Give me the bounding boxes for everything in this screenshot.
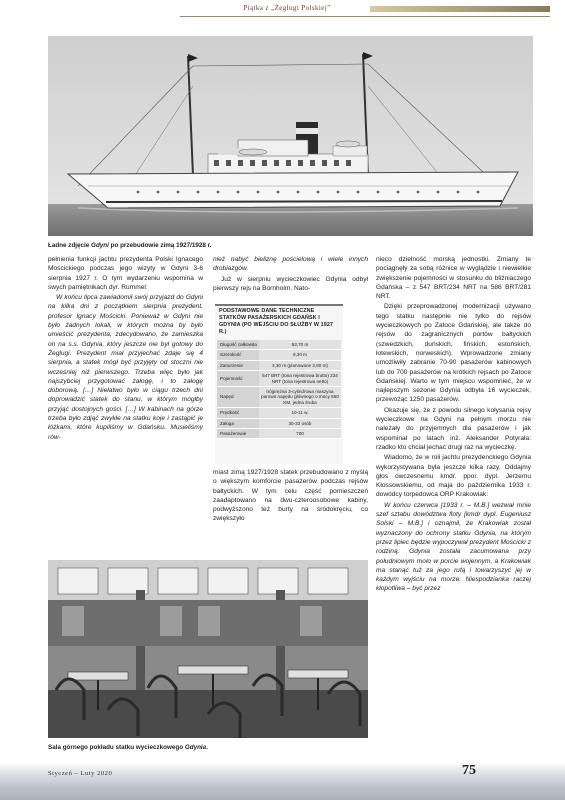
text-column-2-bottom: [213, 468, 368, 550]
paragraph: Dzięki przeprowadzonej modernizacji używano tego statku następnie nie tylko do rejsów wycieczkowych po Zatoce Gdańskiej, ale także do rejsów do zagranicznych portów bałtyckich (szwedzkich, duńskich, fińskich, estońskich, łotewskich, norweskich). Wprowadzone zmiany umożliwiły zabranie 70-90 pasażerów kabinowych lub do 700 pasażerów na krótkich rejsach po Zatoce Gdańskiej. Warto w tym miejscu wspomnieć, że w najlepszym sezonie Gdynia odbyła 16 wycieczek, przewożąc 1250 pasażerów.: [376, 303, 531, 404]
header-rule: [180, 16, 550, 17]
ship-photo-caption: Ładne zdjęcie Gdyni po przebudowie zimą 1927/1928 r.: [48, 242, 212, 249]
text-column-2-top: [213, 255, 368, 303]
specs-key: Zanurzenie: [217, 360, 259, 370]
specs-key: Napęd: [217, 387, 259, 408]
specs-value: 10-11 w.: [259, 408, 341, 418]
issue-label: Styczeń – Luty 2020: [48, 770, 113, 777]
specs-key: Prędkość: [217, 408, 259, 418]
specs-value: trójprężna 3-cylindrowa maszyna parowa napędu głównego o mocy 650 KM, jedna śruba: [259, 387, 341, 408]
quote-paragraph: W końcu lipca zawiadomił swój przyjazd do Gdyni na kilka dni z początkiem sierpnia prezydent, profesor Ignacy Mościcki. Ponieważ w Gdyni nie było żadnych lokali, w których można by było umieścić prezydenta, zdecydowano, że zamieszka on na s.s. Gdynia, który jeszcze nie był gotowy do Żeglugi. Prezydent miał przyjechać zdaje się 4 sierpnia, a statek mógł być przyjęty od stoczni nie wcześniej niż pierwszego. Trzeba więc było jak najszybciej przygotować załogę, i to załogę doborową. […] Niełatwo było w ciągu trzech dni doprowadzić statek do stanu, w którym mógłby przyjąć dostojnych gości. […] W kabinach na górze trzeba było zdjąć zwykłe na statku koje i zastąpić je łóżkami, które kupiliśmy w Gdańsku. Musieliśmy rów-: [48, 294, 203, 441]
specs-table: [215, 304, 343, 464]
paragraph: Wiadomo, że w roli jachtu prezydenckiego Gdynia wykorzystywana była jeszcze kilka razy. Oddajmy głos ówczesnemu kmdr. ppor. dypl. Jerzemu Kłossowskiemu, od maja do października 1933 r. dowódcy torpedowca ORP Krakowiak:: [376, 454, 531, 499]
quote-continuation: nież nabyć bieliznę pościelową i wiele innych drobiazgów.: [213, 256, 368, 273]
page-number: 75: [462, 763, 476, 778]
specs-key: Długość całkowita: [217, 340, 259, 350]
quote-paragraph: W końcu czerwca [1933 r. – M.B.] wezwał mnie szef sztabu dowództwa floty [kmdr dypl. Eugeniusz Solski – M.B.] i oznajmił, że Krakowiak został wyznaczony do ochrony statku Gdynia, na którym przez lipiec będzie wypoczywał prezydent Mościcki z rodziną. Gdynia została zacumowana przy południowym molo w porcie wojennym, a Krakowiak ma stanąć tuż za jego rufą i towarzyszyć jej w każdym wyjściu na morze. Niespodzianka raczej kłopotliwa – być przez: [376, 501, 531, 593]
specs-value: 30-32 osób: [259, 418, 341, 428]
specs-key: Pojemność: [217, 371, 259, 387]
specs-title: PODSTAWOWE DANE TECHNICZNE STATKÓW PASAŻERSKICH GDAŃSK I GDYNIA (PO WEJŚCIU DO SŁUŻBY W 1927 R.): [219, 308, 334, 335]
specs-row: [217, 340, 341, 350]
text-column-3: [376, 255, 531, 758]
paragraph: pełnienia funkcji jachtu prezydenta Polski Ignacego Mościckiego podczas jego wizyty w Gdyni 3-6 sierpnia 1927 r. O tym wydarzeniu wspomina w swych pamiętnikach dyr. Rummel:: [48, 256, 203, 291]
paragraph: nieco dzielność morską jednostki. Zmiany te pociągnęły za sobą różnice w wyglądzie i niewielkie zwiększenie pojemności w stosunku do bliźniaczego Gdańska – z 547 BRT/234 NRT na 586 BRT/281 NRT.: [376, 256, 531, 301]
specs-row: [217, 418, 341, 428]
specs-value: 547 BRT (tona rejestrowa brutto) 234 NRT (tona rejestrowa netto): [259, 371, 341, 387]
saloon-photo-caption: Sala górnego pokładu statku wycieczkowego Gdynia.: [48, 744, 208, 751]
specs-row: [217, 408, 341, 418]
ship-photo: [48, 36, 533, 236]
specs-row: [217, 360, 341, 370]
specs-value: 53,70 m: [259, 340, 341, 350]
paragraph: Okazuje się, że z powodu silnego kołysania rejsy wycieczkowe na Gdyni na pełnym morzu nie należały do przyjemnych dla pasażerów i jak wspominał po latach inż. Aleksander Potyrała: rzadko kto chciał jechać drugi raz na wycieczkę.: [376, 406, 531, 451]
specs-row: [217, 387, 341, 408]
specs-value: 9,30 m: [259, 350, 341, 360]
specs-key: Pasażerowie: [217, 429, 259, 439]
specs-value: 3,30 m (planowane 2,60 m): [259, 360, 341, 370]
saloon-photo: [48, 560, 368, 738]
specs-key: Szerokość: [217, 350, 259, 360]
specs-row: [217, 429, 341, 439]
specs-value: 700: [259, 429, 341, 439]
specs-row: [217, 350, 341, 360]
paragraph: miast zimą 1927/1928 statek przebudowano z myślą o większym komforcie pasażerów podczas rejsów bałtyckich. W tym celu część pomieszczeń zaadaptowano na dwu-czteroosobowe kabiny, podwyższono też burty na śródokręciu, co zwiększyło: [213, 469, 368, 523]
header-title: Piątka z „Żeglugi Polskiej”: [243, 4, 331, 12]
text-column-1: [48, 255, 203, 550]
header-bar: [370, 6, 550, 12]
specs-row: [217, 371, 341, 387]
running-header: [0, 0, 565, 22]
paragraph: Już w sierpniu wycieczkowiec Gdynia odbył pierwszy rejs na Bornholm. Nato-: [213, 275, 368, 292]
page-footer: [0, 762, 565, 800]
specs-key: Załoga: [217, 418, 259, 428]
specs-grid: [217, 340, 341, 439]
